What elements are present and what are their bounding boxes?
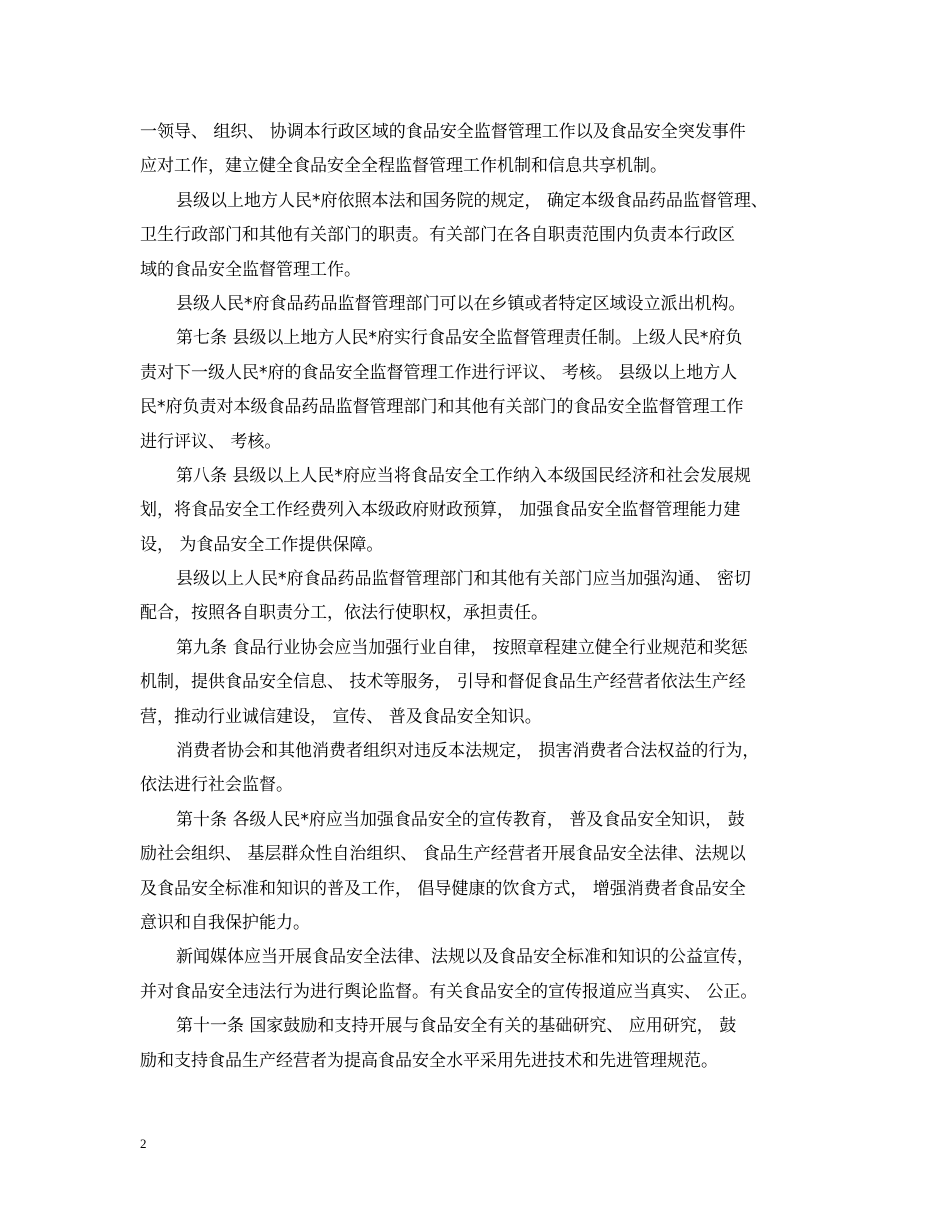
text-line: 依法进行社会监督。 — [140, 775, 293, 796]
page-number: 2 — [140, 1136, 147, 1151]
text-line: 机制，提供食品安全信息、 技术等服务， 引导和督促食品生产经营者依法生产经 — [140, 672, 746, 693]
text-line: 励社会组织、 基层群众性自治组织、 食品生产经营者开展食品安全法律、法规以 — [140, 844, 746, 865]
text-line: 励和支持食品生产经营者为提高食品安全水平采用先进技术和先进管理规范。 — [140, 1050, 718, 1071]
text-line: 进行评议、 考核。 — [140, 431, 282, 452]
text-line: 县级人民*府食品药品监督管理部门可以在乡镇或者特定区域设立派出机构。 — [176, 293, 746, 314]
text-line: 一领导、 组织、 协调本行政区域的食品安全监督管理工作以及食品安全突发事件 — [140, 122, 746, 142]
text-line: 民*府负责对本级食品药品监督管理部门和其他有关部门的食品安全监督管理工作 — [140, 397, 744, 418]
text-line: 消费者协会和其他消费者组织对违反本法规定， 损害消费者合法权益的行为， — [176, 741, 760, 762]
text-line: 划，将食品安全工作经费列入本级政府财政预算， 加强食品安全监督管理能力建 — [140, 500, 741, 521]
text-line: 配合，按照各自职责分工，依法行使职权，承担责任。 — [140, 603, 548, 624]
text-line: 新闻媒体应当开展食品安全法律、法规以及食品安全标准和知识的公益宣传， — [176, 947, 754, 968]
text-line: 第八条 县级以上人民*府应当将食品安全工作纳入本级国民经济和社会发展规 — [176, 465, 751, 486]
text-line: 及食品安全标准和知识的普及工作， 倡导健康的饮食方式， 增强消费者食品安全 — [140, 878, 746, 899]
body-text — [140, 115, 815, 1078]
text-line: 卫生行政部门和其他有关部门的职责。有关部门在各自职责范围内负责本行政区 — [140, 225, 735, 246]
text-line: 设， 为食品安全工作提供保障。 — [140, 534, 384, 555]
text-line: 县级以上地方人民*府依照本法和国务院的规定， 确定本级食品药品监督管理、 — [176, 190, 768, 211]
text-line: 应对工作，建立健全食品安全全程监督管理工作机制和信息共享机制。 — [140, 156, 667, 177]
text-line: 第十条 各级人民*府应当加强食品安全的宣传教育， 普及食品安全知识， 鼓 — [176, 809, 745, 830]
text-line: 第十一条 国家鼓励和支持开展与食品安全有关的基础研究、 应用研究， 鼓 — [176, 1016, 737, 1037]
text-line: 第七条 县级以上地方人民*府实行食品安全监督管理责任制。上级人民*府负 — [176, 328, 743, 349]
text-line: 营，推动行业诚信建设， 宣传、 普及食品安全知识。 — [140, 706, 542, 727]
text-line: 第九条 食品行业协会应当加强行业自律， 按照章程建立健全行业规范和奖惩 — [176, 637, 748, 658]
text-line: 域的食品安全监督管理工作。 — [140, 259, 361, 280]
text-line: 意识和自我保护能力。 — [140, 912, 310, 933]
text-line: 责对下一级人民*府的食品安全监督管理工作进行评议、 考核。 县级以上地方人 — [140, 362, 738, 383]
text-line: 并对食品安全违法行为进行舆论监督。有关食品安全的宣传报道应当真实、 公正。 — [140, 981, 758, 1002]
text-line: 县级以上人民*府食品药品监督管理部门和其他有关部门应当加强沟通、 密切 — [176, 569, 751, 590]
